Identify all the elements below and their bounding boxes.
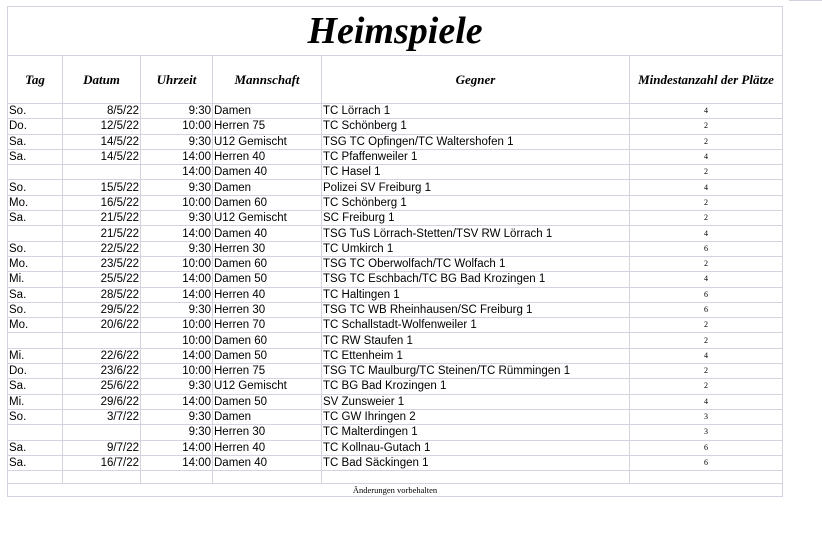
table-row	[8, 379, 783, 394]
table-row	[8, 318, 783, 333]
cell-datum: 21/5/22	[63, 211, 141, 226]
cell-mannschaft: Damen	[213, 180, 322, 195]
empty-row	[8, 471, 783, 484]
sheet-edge-line	[789, 0, 822, 7]
table-row	[8, 425, 783, 440]
cell-plaetze: 2	[630, 165, 783, 180]
cell-datum: 28/5/22	[63, 287, 141, 302]
cell-plaetze: 2	[630, 256, 783, 271]
cell-tag: Sa.	[8, 379, 63, 394]
cell-plaetze: 6	[630, 287, 783, 302]
cell-uhrzeit: 14:00	[141, 226, 213, 241]
table-row	[8, 104, 783, 119]
table-row	[8, 302, 783, 317]
cell-uhrzeit: 14:00	[141, 287, 213, 302]
cell-plaetze: 2	[630, 333, 783, 348]
page-title: Heimspiele	[8, 7, 783, 56]
cell-datum	[63, 333, 141, 348]
cell-datum: 21/5/22	[63, 226, 141, 241]
table-row	[8, 348, 783, 363]
cell-plaetze: 4	[630, 272, 783, 287]
cell-gegner: TSG TC WB Rheinhausen/SC Freiburg 1	[322, 302, 630, 317]
cell-gegner: TSG TC Oberwolfach/TC Wolfach 1	[322, 256, 630, 271]
cell-uhrzeit: 10:00	[141, 195, 213, 210]
table-row	[8, 455, 783, 470]
cell-gegner: TC Schönberg 1	[322, 119, 630, 134]
cell-tag: Mo.	[8, 256, 63, 271]
cell-uhrzeit: 9:30	[141, 104, 213, 119]
table-row	[8, 272, 783, 287]
footer-row	[8, 484, 783, 497]
cell-tag: So.	[8, 241, 63, 256]
cell-mannschaft: U12 Gemischt	[213, 134, 322, 149]
cell-gegner: Polizei SV Freiburg 1	[322, 180, 630, 195]
cell-tag	[8, 165, 63, 180]
cell-uhrzeit: 9:30	[141, 180, 213, 195]
cell-mannschaft: Damen 60	[213, 195, 322, 210]
cell-tag: Mo.	[8, 195, 63, 210]
schedule-table	[7, 6, 783, 497]
cell-mannschaft: U12 Gemischt	[213, 379, 322, 394]
cell-gegner: TSG TC Opfingen/TC Waltershofen 1	[322, 134, 630, 149]
column-header-tag: Tag	[8, 56, 63, 104]
cell-uhrzeit: 9:30	[141, 379, 213, 394]
cell-mannschaft: Herren 40	[213, 149, 322, 164]
cell-datum: 16/7/22	[63, 455, 141, 470]
cell-uhrzeit: 14:00	[141, 394, 213, 409]
cell-mannschaft: Herren 40	[213, 440, 322, 455]
cell-uhrzeit: 9:30	[141, 134, 213, 149]
column-header-uhrzeit: Uhrzeit	[141, 56, 213, 104]
cell-gegner: TC Bad Säckingen 1	[322, 455, 630, 470]
cell-datum: 3/7/22	[63, 409, 141, 424]
cell-tag: So.	[8, 302, 63, 317]
cell-mannschaft: Herren 30	[213, 302, 322, 317]
cell-plaetze: 2	[630, 211, 783, 226]
cell-mannschaft: Damen 40	[213, 226, 322, 241]
cell-datum: 8/5/22	[63, 104, 141, 119]
empty-cell	[322, 471, 630, 484]
empty-cell	[630, 471, 783, 484]
cell-tag: Mo.	[8, 318, 63, 333]
cell-tag: Mi.	[8, 348, 63, 363]
table-row	[8, 195, 783, 210]
table-row	[8, 440, 783, 455]
cell-datum: 23/5/22	[63, 256, 141, 271]
cell-tag: Sa.	[8, 149, 63, 164]
cell-gegner: TC Ettenheim 1	[322, 348, 630, 363]
column-header-mannschaft: Mannschaft	[213, 56, 322, 104]
cell-gegner: TC Lörrach 1	[322, 104, 630, 119]
cell-mannschaft: Damen	[213, 104, 322, 119]
cell-tag	[8, 425, 63, 440]
cell-plaetze: 6	[630, 455, 783, 470]
cell-datum: 20/6/22	[63, 318, 141, 333]
header-row	[8, 56, 783, 104]
cell-plaetze: 2	[630, 379, 783, 394]
column-header-plaetze: Mindestanzahl der Plätze	[630, 56, 783, 104]
cell-plaetze: 2	[630, 119, 783, 134]
cell-plaetze: 4	[630, 348, 783, 363]
cell-uhrzeit: 9:30	[141, 302, 213, 317]
table-row	[8, 165, 783, 180]
cell-plaetze: 4	[630, 394, 783, 409]
cell-plaetze: 6	[630, 241, 783, 256]
table-row	[8, 119, 783, 134]
cell-gegner: TC RW Staufen 1	[322, 333, 630, 348]
cell-uhrzeit: 10:00	[141, 333, 213, 348]
title-row	[8, 7, 783, 56]
cell-datum: 23/6/22	[63, 364, 141, 379]
table-row	[8, 409, 783, 424]
cell-gegner: TC Malterdingen 1	[322, 425, 630, 440]
empty-cell	[141, 471, 213, 484]
cell-datum: 29/6/22	[63, 394, 141, 409]
cell-uhrzeit: 10:00	[141, 119, 213, 134]
cell-plaetze: 6	[630, 302, 783, 317]
empty-cell	[63, 471, 141, 484]
cell-mannschaft: Herren 30	[213, 241, 322, 256]
cell-datum: 14/5/22	[63, 149, 141, 164]
table-row	[8, 211, 783, 226]
cell-gegner: TC Kollnau-Gutach 1	[322, 440, 630, 455]
cell-tag: So.	[8, 180, 63, 195]
cell-datum: 25/6/22	[63, 379, 141, 394]
schedule-body	[8, 104, 783, 471]
cell-uhrzeit: 14:00	[141, 455, 213, 470]
cell-gegner: TC Haltingen 1	[322, 287, 630, 302]
cell-tag: Sa.	[8, 440, 63, 455]
column-header-datum: Datum	[63, 56, 141, 104]
cell-mannschaft: Damen 50	[213, 272, 322, 287]
cell-mannschaft: Herren 75	[213, 119, 322, 134]
cell-datum: 22/5/22	[63, 241, 141, 256]
cell-uhrzeit: 9:30	[141, 241, 213, 256]
cell-mannschaft: Damen 60	[213, 256, 322, 271]
cell-datum: 16/5/22	[63, 195, 141, 210]
cell-gegner: TC Pfaffenweiler 1	[322, 149, 630, 164]
cell-datum	[63, 425, 141, 440]
cell-mannschaft: Damen 50	[213, 394, 322, 409]
cell-mannschaft: Herren 40	[213, 287, 322, 302]
cell-datum: 12/5/22	[63, 119, 141, 134]
cell-plaetze: 3	[630, 425, 783, 440]
empty-cell	[213, 471, 322, 484]
cell-plaetze: 2	[630, 195, 783, 210]
cell-uhrzeit: 10:00	[141, 256, 213, 271]
cell-gegner: TSG TC Eschbach/TC BG Bad Krozingen 1	[322, 272, 630, 287]
table-row	[8, 134, 783, 149]
empty-cell	[8, 471, 63, 484]
cell-uhrzeit: 14:00	[141, 440, 213, 455]
table-row	[8, 333, 783, 348]
cell-tag: Do.	[8, 364, 63, 379]
cell-plaetze: 2	[630, 318, 783, 333]
cell-tag: Do.	[8, 119, 63, 134]
table-row	[8, 364, 783, 379]
cell-plaetze: 2	[630, 134, 783, 149]
cell-gegner: SV Zunsweier 1	[322, 394, 630, 409]
cell-gegner: SC Freiburg 1	[322, 211, 630, 226]
cell-tag: Mi.	[8, 394, 63, 409]
cell-gegner: TC GW Ihringen 2	[322, 409, 630, 424]
cell-uhrzeit: 9:30	[141, 425, 213, 440]
cell-uhrzeit: 10:00	[141, 364, 213, 379]
cell-tag	[8, 226, 63, 241]
cell-mannschaft: Damen	[213, 409, 322, 424]
column-header-gegner: Gegner	[322, 56, 630, 104]
cell-plaetze: 3	[630, 409, 783, 424]
table-row	[8, 241, 783, 256]
cell-gegner: TC Schallstadt-Wolfenweiler 1	[322, 318, 630, 333]
cell-mannschaft: Damen 40	[213, 165, 322, 180]
cell-plaetze: 6	[630, 440, 783, 455]
cell-tag: So.	[8, 409, 63, 424]
cell-uhrzeit: 14:00	[141, 348, 213, 363]
cell-mannschaft: Damen 40	[213, 455, 322, 470]
table-row	[8, 287, 783, 302]
cell-gegner: TC Schönberg 1	[322, 195, 630, 210]
cell-gegner: TC Hasel 1	[322, 165, 630, 180]
cell-datum: 22/6/22	[63, 348, 141, 363]
cell-tag: Sa.	[8, 134, 63, 149]
cell-plaetze: 4	[630, 149, 783, 164]
cell-uhrzeit: 9:30	[141, 211, 213, 226]
cell-tag: Sa.	[8, 287, 63, 302]
cell-datum: 29/5/22	[63, 302, 141, 317]
cell-tag	[8, 333, 63, 348]
cell-plaetze: 4	[630, 226, 783, 241]
cell-gegner: TC BG Bad Krozingen 1	[322, 379, 630, 394]
cell-plaetze: 4	[630, 180, 783, 195]
cell-tag: Mi.	[8, 272, 63, 287]
cell-datum: 15/5/22	[63, 180, 141, 195]
table-row	[8, 394, 783, 409]
footer-note: Änderungen vorbehalten	[8, 484, 783, 497]
cell-datum: 9/7/22	[63, 440, 141, 455]
cell-mannschaft: Herren 30	[213, 425, 322, 440]
cell-datum	[63, 165, 141, 180]
cell-gegner: TC Umkirch 1	[322, 241, 630, 256]
cell-tag: Sa.	[8, 211, 63, 226]
table-row	[8, 149, 783, 164]
cell-uhrzeit: 14:00	[141, 165, 213, 180]
cell-plaetze: 2	[630, 364, 783, 379]
table-row	[8, 256, 783, 271]
cell-datum: 25/5/22	[63, 272, 141, 287]
cell-mannschaft: Damen 60	[213, 333, 322, 348]
cell-mannschaft: Herren 70	[213, 318, 322, 333]
cell-datum: 14/5/22	[63, 134, 141, 149]
cell-uhrzeit: 14:00	[141, 149, 213, 164]
cell-tag: So.	[8, 104, 63, 119]
table-row	[8, 226, 783, 241]
cell-mannschaft: Herren 75	[213, 364, 322, 379]
table-row	[8, 180, 783, 195]
cell-tag: Sa.	[8, 455, 63, 470]
cell-uhrzeit: 10:00	[141, 318, 213, 333]
cell-mannschaft: Damen 50	[213, 348, 322, 363]
cell-uhrzeit: 14:00	[141, 272, 213, 287]
cell-gegner: TSG TuS Lörrach-Stetten/TSV RW Lörrach 1	[322, 226, 630, 241]
cell-uhrzeit: 9:30	[141, 409, 213, 424]
cell-gegner: TSG TC Maulburg/TC Steinen/TC Rümmingen 1	[322, 364, 630, 379]
cell-plaetze: 4	[630, 104, 783, 119]
cell-mannschaft: U12 Gemischt	[213, 211, 322, 226]
